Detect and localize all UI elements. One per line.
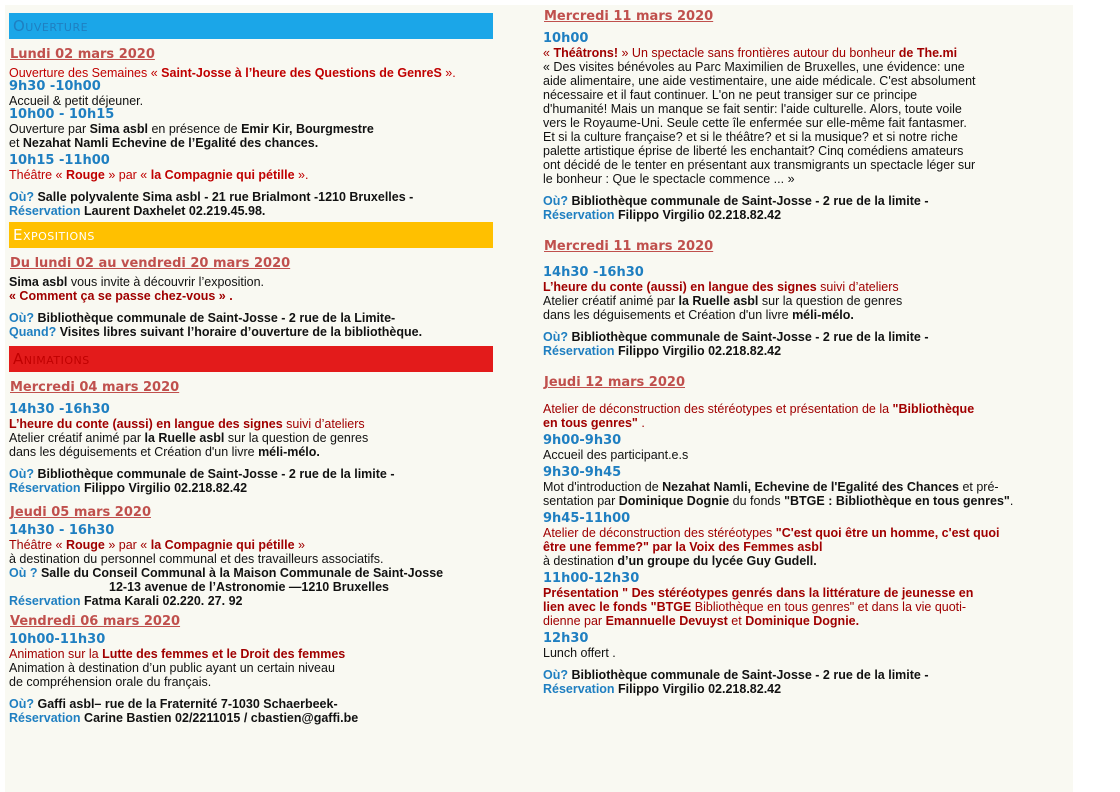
event-line: Sima asbl vous invite à découvrir l’exposition. <box>9 275 264 289</box>
description-line: aide alimentaire, une aide vestimentaire, une aide médicale. C'est absolument <box>543 74 976 88</box>
event-line: sentation par Dominique Dognie du fonds "BTGE : Bibliothèque en tous genres". <box>543 494 1014 508</box>
event-time: 9h30 -10h00 <box>9 79 101 94</box>
event-line: dienne par Emannuelle Devuyst et Dominique Dognie. <box>543 614 860 628</box>
event-line: Mot d'introduction de Nezahat Namli, Echevine de l'Egalité des Chances et pré- <box>543 480 999 494</box>
event-time: 14h30 -16h30 <box>9 402 110 417</box>
event-line: Accueil & petit déjeuner. <box>9 94 144 108</box>
event-line: dans les déguisements et Création d'un livre méli-mélo. <box>9 445 320 459</box>
event-line: à destination du personnel communal et des travailleurs associatifs. <box>9 552 384 566</box>
event-location: Où ? Salle du Conseil Communal à la Maison Communale de Saint-Josse <box>9 566 444 580</box>
event-date: Mercredi 11 mars 2020 <box>544 239 714 254</box>
event-line: « Comment ça se passe chez-vous » . <box>9 289 233 303</box>
event-line: à destination d’un groupe du lycée Guy Gudell. <box>543 554 817 568</box>
event-line: Atelier créatif animé par la Ruelle asbl sur la question de genres <box>9 431 369 445</box>
event-intro: Ouverture des Semaines « Saint-Josse à l’heure des Questions de GenreS ». <box>9 66 456 80</box>
event-reservation: Réservation Filippo Virgilio 02.218.82.42 <box>9 481 248 495</box>
left-column <box>9 13 493 725</box>
event-line: et Nezahat Namli Echevine de l’Egalité des chances. <box>9 136 319 150</box>
event-line: Accueil des participant.e.s <box>543 448 689 462</box>
event-reservation: Réservation Filippo Virgilio 02.218.82.42 <box>543 208 782 222</box>
event-reservation: Réservation Filippo Virgilio 02.218.82.42 <box>543 344 782 358</box>
section-band-animations: Animations <box>9 346 493 372</box>
event-reservation: Réservation Fatma Karali 02.220. 27. 92 <box>9 594 243 608</box>
event-line: Présentation " Des stéréotypes genrés dans la littérature de jeunesse en <box>543 586 974 600</box>
event-date: Du lundi 02 au vendredi 20 mars 2020 <box>10 256 291 271</box>
event-location: Où? Bibliothèque communale de Saint-Josse - 2 rue de la Limite- <box>9 311 396 325</box>
event-location: Où? Bibliothèque communale de Saint-Josse - 2 rue de la limite - <box>543 194 929 208</box>
description-line: vers le Royaume-Uni. Seule cette île enfermée sur elle-même fait fantasmer. <box>543 116 967 130</box>
event-line: être une femme?" par la Voix des Femmes asbl <box>543 540 823 554</box>
section-band-expositions: Expositions <box>9 222 493 248</box>
event-reservation: Réservation Filippo Virgilio 02.218.82.42 <box>543 682 782 696</box>
event-date: Jeudi 12 mars 2020 <box>544 375 685 390</box>
event-line: Animation sur la Lutte des femmes et le Droit des femmes <box>9 647 346 661</box>
description-line: nécessaire et il faut continuer. L'on ne peut transiger sur ce principe <box>543 88 918 102</box>
event-line: Ouverture par Sima asbl en présence de Emir Kir, Bourgmestre <box>9 122 374 136</box>
event-location: Où? Bibliothèque communale de Saint-Josse - 2 rue de la limite - <box>543 330 929 344</box>
event-location-address: 12-13 avenue de l’Astronomie —1210 Bruxelles <box>109 580 389 594</box>
event-time: 9h45-11h00 <box>543 511 631 526</box>
event-time: 14h30 -16h30 <box>543 265 644 280</box>
description-line: d'humanité! Mais un manque se fait sentir: l'aide culturelle. Alors, toute voile <box>543 102 962 116</box>
description-line: palette artistique éprise de liberté les enchantait? Cinq comédiens amateurs <box>543 144 964 158</box>
event-time: 9h00-9h30 <box>543 433 622 448</box>
description-line: « Des visites bénévoles au Parc Maximilien de Bruxelles, une évidence: une <box>543 60 965 74</box>
event-time: 10h15 -11h00 <box>9 153 110 168</box>
event-date: Vendredi 06 mars 2020 <box>10 614 181 629</box>
event-line: Atelier de déconstruction des stéréotypes "C'est quoi être un homme, c'est quoi <box>543 526 1000 540</box>
event-location: Où? Salle polyvalente Sima asbl - 21 rue Brialmont -1210 Bruxelles - <box>9 190 414 204</box>
event-line: Atelier créatif animé par la Ruelle asbl sur la question de genres <box>543 294 903 308</box>
description-line: Et si la culture française? et si le théâtre? et si la musique? et si notre riche <box>543 130 958 144</box>
event-title: « Théâtrons! » Un spectacle sans frontières autour du bonheur de The.mi <box>543 46 958 60</box>
event-location: Où? Bibliothèque communale de Saint-Josse - 2 rue de la limite - <box>543 668 929 682</box>
event-location: Où? Bibliothèque communale de Saint-Josse - 2 rue de la limite - <box>9 467 395 481</box>
section-band-ouverture: Ouverture <box>9 13 493 39</box>
event-date: Mercredi 11 mars 2020 <box>544 9 714 24</box>
description-line: le bonheur : Que le spectacle commence ... » <box>543 172 795 186</box>
event-time: 9h30-9h45 <box>543 465 622 480</box>
event-reservation: Réservation Carine Bastien 02/2211015 / cbastien@gaffi.be <box>9 711 359 725</box>
right-column <box>543 9 1063 696</box>
event-reservation: Réservation Laurent Daxhelet 02.219.45.98. <box>9 204 266 218</box>
event-description <box>543 60 1063 186</box>
event-title: L’heure du conte (aussi) en langue des signes suivi d’ateliers <box>9 417 365 431</box>
event-time: 12h30 <box>543 631 589 646</box>
event-location: Où? Gaffi asbl– rue de la Fraternité 7-1030 Schaerbeek- <box>9 697 338 711</box>
event-date: Lundi 02 mars 2020 <box>10 47 155 62</box>
event-date: Mercredi 04 mars 2020 <box>10 380 180 395</box>
event-time: 10h00 <box>543 31 589 46</box>
event-date: Jeudi 05 mars 2020 <box>10 505 151 520</box>
event-intro: Atelier de déconstruction des stéréotypes et présentation de la "Bibliothèque <box>543 402 975 416</box>
event-line: de compréhension orale du français. <box>9 675 212 689</box>
event-line: Lunch offert . <box>543 646 616 660</box>
event-intro: en tous genres" . <box>543 416 645 430</box>
event-time: 10h00 - 10h15 <box>9 107 115 122</box>
event-line: dans les déguisements et Création d'un livre méli-mélo. <box>543 308 854 322</box>
event-line: Théâtre « Rouge » par « la Compagnie qui pétille » <box>9 538 305 552</box>
event-line: Animation à destination d’un public ayant un certain niveau <box>9 661 335 675</box>
program-page <box>5 5 1073 792</box>
event-title: L’heure du conte (aussi) en langue des signes suivi d’ateliers <box>543 280 899 294</box>
description-line: ont décidé de le tenter en présentant aux transmigrants un spectacle léger sur <box>543 158 976 172</box>
event-line: lien avec le fonds "BTGE Bibliothèque en tous genres" et dans la vie quoti- <box>543 600 967 614</box>
event-time: 14h30 - 16h30 <box>9 523 115 538</box>
event-line: Théâtre « Rouge » par « la Compagnie qui pétille ». <box>9 168 309 182</box>
event-time: 10h00-11h30 <box>9 632 106 647</box>
event-when: Quand? Visites libres suivant l’horaire d’ouverture de la bibliothèque. <box>9 325 423 339</box>
event-time: 11h00-12h30 <box>543 571 640 586</box>
